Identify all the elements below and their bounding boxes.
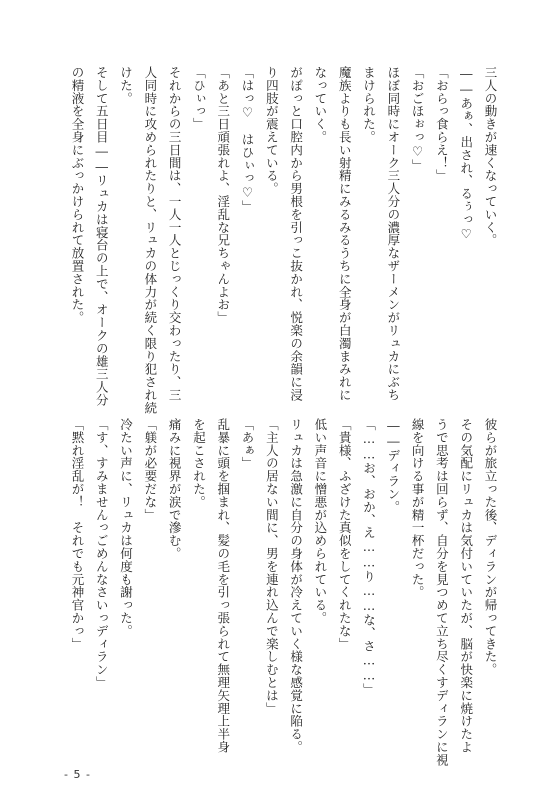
text-line: 冷たい声に、リュカは何度も謝った。 <box>118 418 134 638</box>
text-line: 「おらっ食らえ！」 <box>434 66 450 183</box>
text-line: 「あと三日頑張れよ、淫乱な兄ちゃんよお」 <box>215 66 231 324</box>
text-line: ――あぁ、出され、るぅっ♡ <box>458 66 474 242</box>
text-line: り四肢が震えている。 <box>264 66 280 195</box>
text-line: リュカは急激に自分の身体が冷えていく様な感覚に陥る。 <box>288 418 304 754</box>
text-line: 低い声音に憎悪が込められている。 <box>312 418 328 625</box>
text-line: 「主人の居ない間に、男を連れ込んで楽しむとは」 <box>264 418 280 715</box>
text-line: そして五日目――リュカは寝台の上で、オークの雄三人分 <box>94 66 110 407</box>
page-number: - 5 - <box>64 768 91 781</box>
text-line: 魔族よりも長い射精にみるみるうちに全身が白濁まみれに <box>337 66 353 402</box>
text-line: それからの三日間は、一人一人とじっくり交わったり、三 <box>167 66 183 402</box>
text-line: 「す、すみませんっごめんなさいっディラン」 <box>94 418 110 689</box>
text-line: 「貴様、ふざけた真似をしてくれたな」 <box>337 418 353 651</box>
text-line: 三人の動きが速くなっていく。 <box>483 66 498 247</box>
text-line: 「おごほぉっ♡」 <box>410 66 426 172</box>
text-line: その気配にリュカは気付いていたが、脳が快楽に焼けたよ <box>458 418 474 754</box>
text-line: 「ひぃっ」 <box>191 66 207 131</box>
text-line: 人同時に攻められたりと、リュカの体力が続く限り犯され続 <box>142 66 158 415</box>
text-line: まけられた。 <box>361 66 377 144</box>
text-line: 「躾が必要だな」 <box>142 418 158 522</box>
text-line: なっていく。 <box>312 66 328 144</box>
text-line: 「……お、おか、え……り……な、さ……」 <box>361 418 377 696</box>
text-line: 「黙れ淫乱が！ それでも元神官かっ」 <box>69 418 85 651</box>
text-line: の精液を全身にぶっかけられて放置された。 <box>69 66 85 324</box>
text-block-top <box>65 66 502 415</box>
text-line: ほぼ同時にオーク三人分の濃厚なザーメンがリュカにぶち <box>385 66 401 402</box>
text-line: を起こされた。 <box>191 418 207 509</box>
text-block-bottom <box>65 418 502 767</box>
text-line: 「あぁ」 <box>240 418 256 470</box>
text-line: ――ディラン。 <box>385 418 401 514</box>
text-line: 痛みに視界が涙で滲む。 <box>167 418 183 560</box>
text-line: けた。 <box>118 66 134 105</box>
text-line: 線を向ける事が精一杯だった。 <box>410 418 426 599</box>
text-line: 「はっ♡ はひぃっ♡」 <box>240 66 256 213</box>
text-line: がぽっと口腔内から男根を引っこ抜かれ、悦楽の余韻に浸 <box>288 66 304 402</box>
text-line: うで思考は回らず、自分を見つめて立ち尽くすディランに視 <box>434 418 450 767</box>
text-line: 彼らが旅立った後、ディランが帰ってきた。 <box>483 418 498 676</box>
text-line: 乱暴に頭を掴まれ、髪の毛を引っ張られて無理矢理上半身 <box>215 418 231 754</box>
